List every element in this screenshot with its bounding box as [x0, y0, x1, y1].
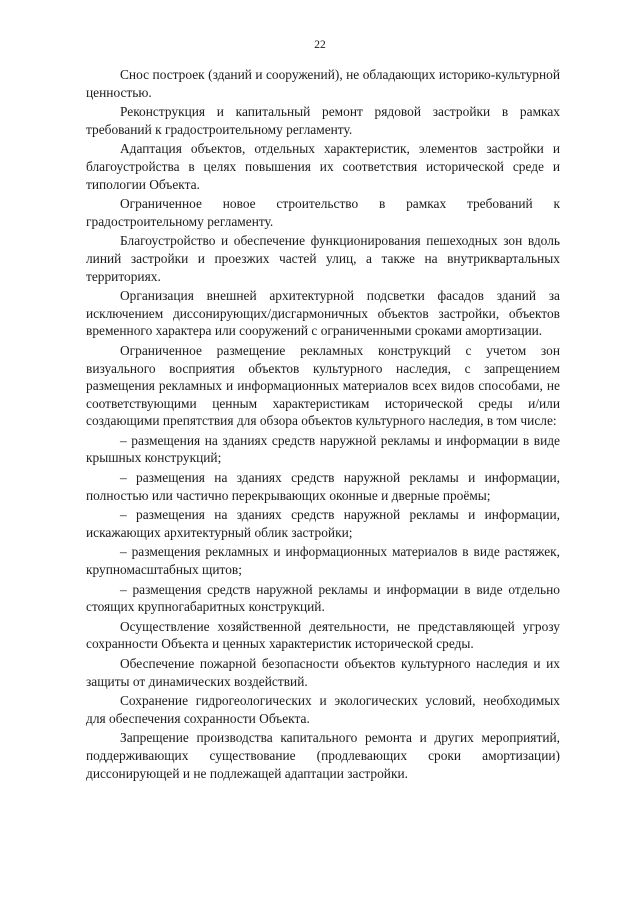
- paragraph: Ограниченное новое строительство в рамках требований к градостроительному регламенту.: [86, 196, 560, 229]
- paragraph: Ограниченное размещение рекламных конструкций с учетом зон визуального восприятия объектов культурного наследия, с запрещением размещения рекламных и информационных материалов всех видов способами, не соответствующими ценным характеристикам исторической среды и/или создающими препятствия для обзора объектов культурного наследия, в том числе:: [86, 342, 560, 429]
- paragraph: Организация внешней архитектурной подсветки фасадов зданий за исключением диссонирующих/дисгармоничных объектов застройки, объектов временного характера или сооружений с ограниченными сроками амортизации.: [86, 288, 560, 339]
- list-item: – размещения на зданиях средств наружной рекламы и информации, искажающих архитектурный облик застройки;: [86, 507, 560, 540]
- list-item: – размещения на зданиях средств наружной рекламы и информации, полностью или частично перекрывающих оконные и дверные проёмы;: [86, 470, 560, 503]
- list-item: – размещения рекламных и информационных материалов в виде растяжек, крупномасштабных щитов;: [86, 544, 560, 578]
- paragraph: Благоустройство и обеспечение функционирования пешеходных зон вдоль линий застройки и проезжих частей улиц, а также на внутриквартальных территориях.: [86, 233, 560, 284]
- list-item: – размещения средств наружной рекламы и информации в виде отдельно стоящих крупногабаритных конструкций.: [86, 581, 560, 615]
- paragraph: Снос построек (зданий и сооружений), не обладающих историко-культурной ценностью.: [86, 67, 560, 100]
- paragraph: Осуществление хозяйственной деятельности, не представляющей угрозу сохранности Объекта и ценных характеристик исторической среды.: [86, 618, 560, 652]
- paragraph: Реконструкция и капитальный ремонт рядовой застройки в рамках требований к градостроительному регламенту.: [86, 104, 560, 137]
- paragraph: Обеспечение пожарной безопасности объектов культурного наследия и их защиты от динамических воздействий.: [86, 656, 560, 689]
- page-number: 22: [314, 39, 326, 51]
- paragraph: Запрещение производства капитального ремонта и других мероприятий, поддерживающих существование (продлевающих сроки амортизации) диссонирующей и не подлежащей адаптации застройки.: [86, 730, 560, 781]
- paragraph: Сохранение гидрогеологических и экологических условий, необходимых для обеспечения сохранности Объекта.: [86, 693, 560, 726]
- list-item: – размещения на зданиях средств наружной рекламы и информации в виде крышных конструкций;: [86, 432, 560, 466]
- document-body: [86, 66, 560, 784]
- paragraph: Адаптация объектов, отдельных характеристик, элементов застройки и благоустройства в целях повышения их соответствия исторической среде и типологии Объекта.: [86, 141, 560, 192]
